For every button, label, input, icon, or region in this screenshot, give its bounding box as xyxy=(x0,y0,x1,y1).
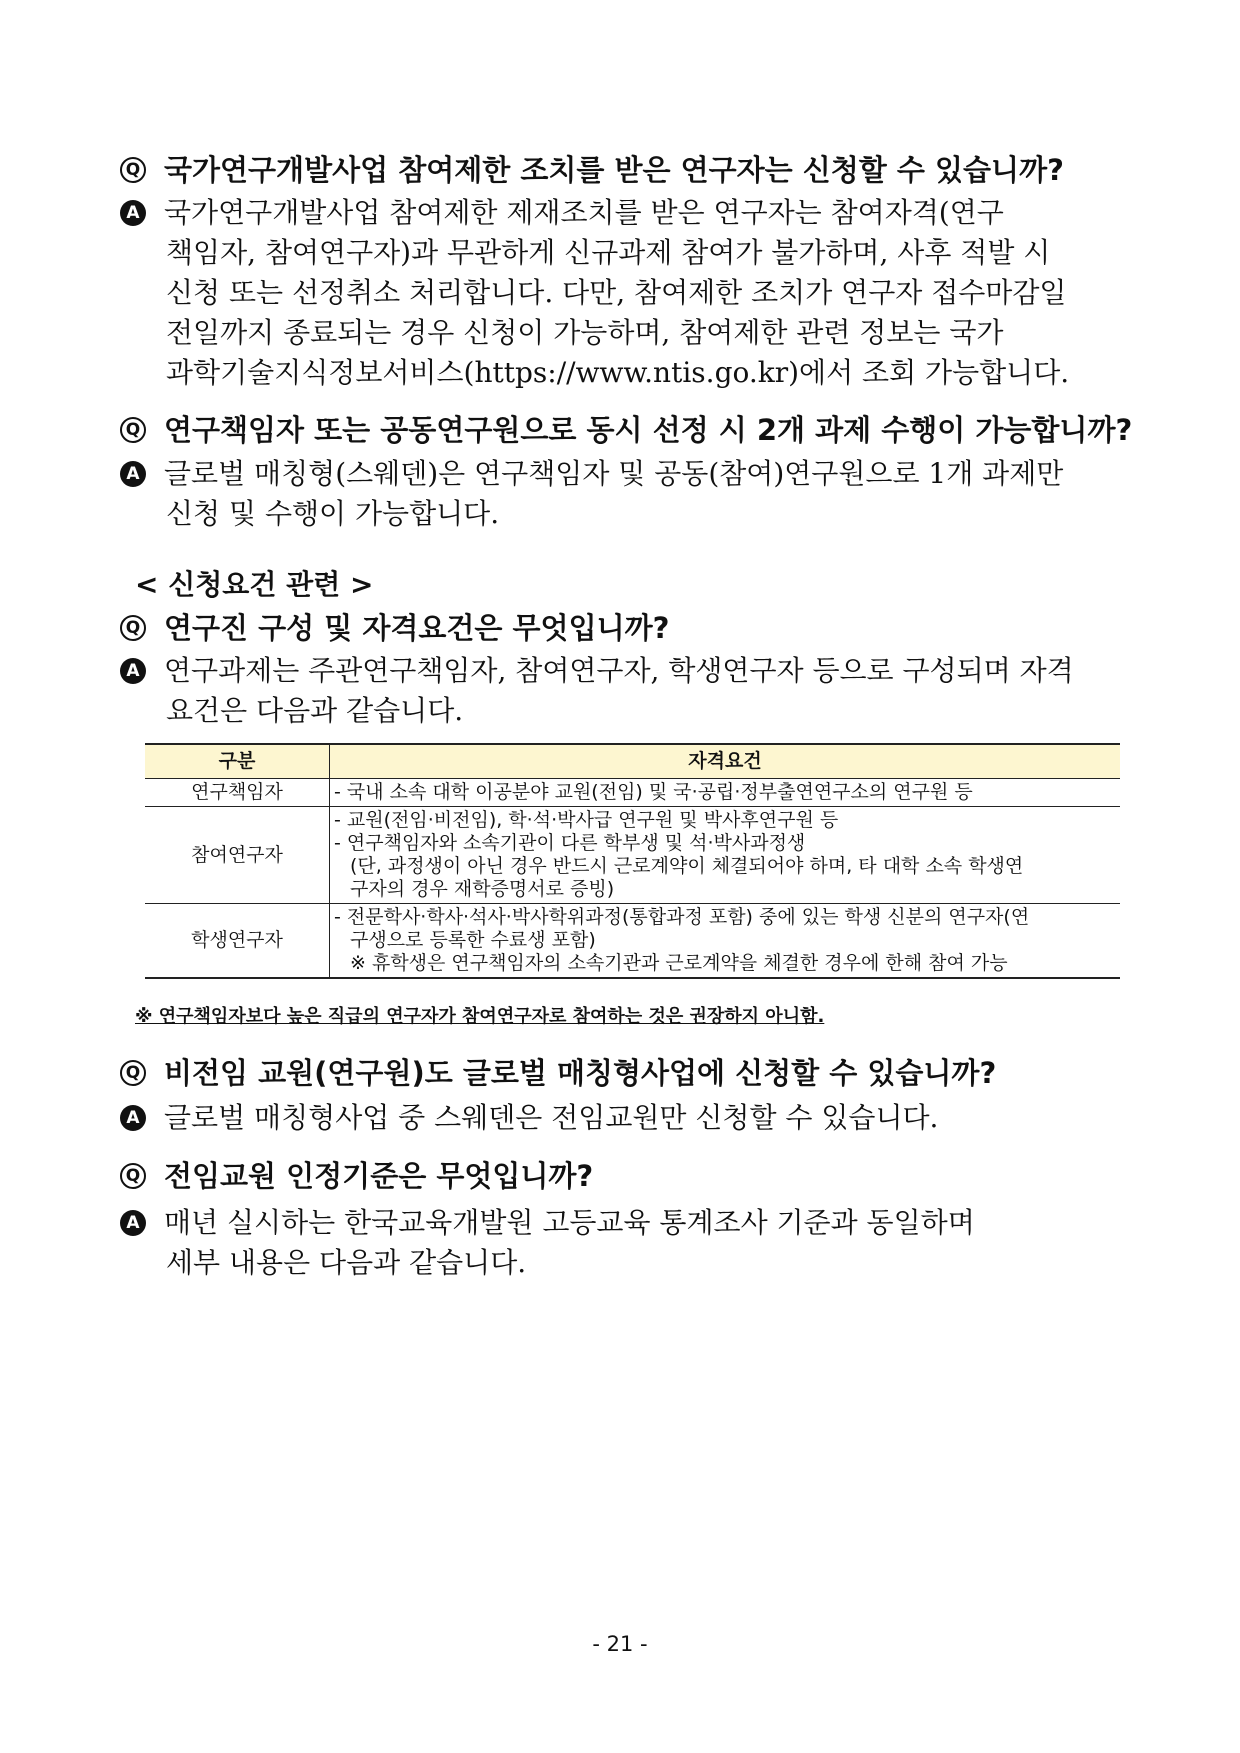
section-heading: < 신청요건 관련 > xyxy=(135,568,374,601)
requirement-line: 구생으로 등록한 수료생 포함) xyxy=(350,929,596,951)
question-mark-icon: Q xyxy=(120,157,146,183)
question-text: 전임교원 인정기준은 무엇입니까? xyxy=(164,1159,594,1193)
faq-answer-3 xyxy=(120,651,1130,731)
answer-line: 글로벌 매칭형(스웨덴)은 연구책임자 및 공동(참여)연구원으로 1개 과제만 xyxy=(164,457,1064,490)
faq-answer-4 xyxy=(120,1098,1130,1138)
faq-answer-2 xyxy=(120,454,1130,534)
requirement-line: - 교원(전임·비전임), 학·석·박사급 연구원 및 박사후연구원 등 xyxy=(334,809,839,831)
requirement-line: - 국내 소속 대학 이공분야 교원(전임) 및 국·공립·정부출연연구소의 연구원 등 xyxy=(334,781,973,803)
requirement-line: - 연구책임자와 소속기관이 다른 학부생 및 석·박사과정생 xyxy=(334,832,806,854)
question-text: 연구책임자 또는 공동연구원으로 동시 선정 시 2개 과제 수행이 가능합니까? xyxy=(164,413,1133,447)
requirement-line: - 전문학사·학사·석사·박사학위과정(통합과정 포함) 중에 있는 학생 신분의 연구자(연 xyxy=(334,906,1030,928)
question-mark-icon: Q xyxy=(120,417,146,443)
faq-question-2 xyxy=(120,410,1133,450)
requirement-line: 구자의 경우 재학증명서로 증빙) xyxy=(350,878,615,900)
category-cell: 연구책임자 xyxy=(145,779,330,807)
answer-line: 책임자, 참여연구자)과 무관하게 신규과제 참여가 불가하며, 사후 적발 시 xyxy=(166,236,1051,269)
question-text: 비전임 교원(연구원)도 글로벌 매칭형사업에 신청할 수 있습니까? xyxy=(164,1056,997,1090)
requirement-cell xyxy=(330,904,1121,979)
answer-line: 연구과제는 주관연구책임자, 참여연구자, 학생연구자 등으로 구성되며 자격 xyxy=(164,654,1074,687)
requirement-cell xyxy=(330,807,1121,904)
answer-line: 매년 실시하는 한국교육개발원 고등교육 통계조사 기준과 동일하며 xyxy=(164,1206,975,1239)
answer-line: 국가연구개발사업 참여제한 제재조치를 받은 연구자는 참여자격(연구 xyxy=(164,196,1004,229)
category-cell: 참여연구자 xyxy=(145,807,330,904)
answer-line: 글로벌 매칭형사업 중 스웨덴은 전임교원만 신청할 수 있습니다. xyxy=(164,1101,939,1134)
question-text: 연구진 구성 및 자격요건은 무엇입니까? xyxy=(164,611,670,645)
question-mark-icon: Q xyxy=(120,615,146,641)
question-mark-icon: Q xyxy=(120,1060,146,1086)
faq-question-5 xyxy=(120,1156,1130,1196)
answer-mark-icon: A xyxy=(120,1105,146,1131)
answer-line: 전일까지 종료되는 경우 신청이 가능하며, 참여제한 관련 정보는 국가 xyxy=(166,316,1004,349)
answer-mark-icon: A xyxy=(120,200,146,226)
answer-line: 신청 및 수행이 가능합니다. xyxy=(166,497,500,530)
answer-line: 세부 내용은 다음과 같습니다. xyxy=(166,1246,527,1279)
requirement-cell xyxy=(330,779,1121,807)
column-header: 자격요건 xyxy=(330,744,1121,779)
answer-mark-icon: A xyxy=(120,658,146,684)
answer-line: 과학기술지식정보서비스(https://www.ntis.go.kr)에서 조회 가능합니다. xyxy=(166,356,1070,389)
answer-mark-icon: A xyxy=(120,1210,146,1236)
table-header-row xyxy=(145,744,1120,779)
answer-line: 신청 또는 선정취소 처리합니다. 다만, 참여제한 조치가 연구자 접수마감일 xyxy=(166,276,1067,309)
faq-question-3 xyxy=(120,608,1130,648)
table-row xyxy=(145,779,1120,807)
page-number: - 21 - xyxy=(592,1632,648,1656)
table-row xyxy=(145,904,1120,979)
faq-question-4 xyxy=(120,1053,1130,1093)
requirement-line: (단, 과정생이 아닌 경우 반드시 근로계약이 체결되어야 하며, 타 대학 소속 학생연 xyxy=(350,855,1024,877)
answer-line: 요건은 다음과 같습니다. xyxy=(166,694,464,727)
requirement-line: ※ 휴학생은 연구책임자의 소속기관과 근로계약을 체결한 경우에 한해 참여 가능 xyxy=(350,952,1008,974)
faq-answer-5 xyxy=(120,1203,1130,1283)
question-mark-icon: Q xyxy=(120,1163,146,1189)
category-cell: 학생연구자 xyxy=(145,904,330,979)
question-text: 국가연구개발사업 참여제한 조치를 받은 연구자는 신청할 수 있습니까? xyxy=(164,153,1064,187)
faq-question-1 xyxy=(120,150,1130,190)
answer-mark-icon: A xyxy=(120,461,146,487)
table-note: ※ 연구책임자보다 높은 직급의 연구자가 참여연구자로 참여하는 것은 권장하지 아니함. xyxy=(135,1006,825,1027)
faq-answer-1 xyxy=(120,193,1130,393)
column-header: 구분 xyxy=(145,744,330,779)
requirements-table xyxy=(145,743,1120,979)
table-row xyxy=(145,807,1120,904)
